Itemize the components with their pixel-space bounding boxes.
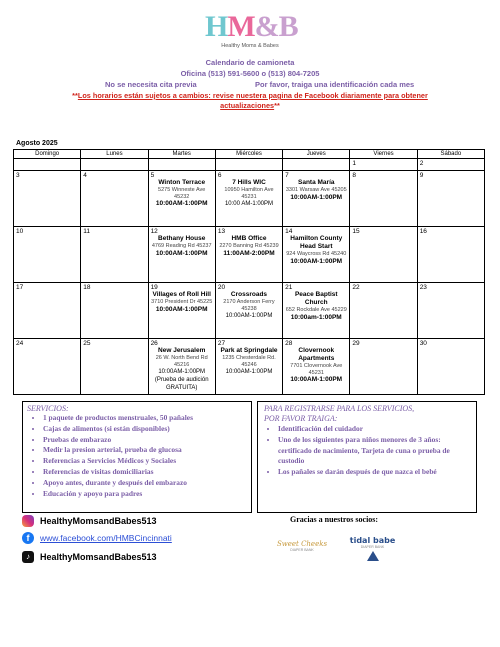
tiktok-handle: HealthyMomsandBabes513 xyxy=(40,552,157,562)
day-number: 25 xyxy=(83,340,91,347)
day-number: 22 xyxy=(352,284,360,291)
register-title-line1: PARA REGISTRARSE PARA LOS SERVICIOS, xyxy=(264,404,415,413)
day-number: 12 xyxy=(150,228,158,235)
event-block xyxy=(285,179,347,202)
calendar-day-cell xyxy=(148,159,215,171)
service-item: • Referencias a Servicios Médicos y Sociales xyxy=(43,456,251,467)
calendar-day-cell xyxy=(215,159,282,171)
day-number: 2 xyxy=(419,160,424,167)
event-block xyxy=(151,179,213,208)
day-number: 17 xyxy=(16,284,24,291)
warning-star-open: ** xyxy=(72,91,78,100)
event-block xyxy=(218,235,280,258)
calendar-day-cell xyxy=(148,171,215,227)
warning-star-close: ** xyxy=(274,101,280,110)
calendar-day-cell xyxy=(81,171,148,227)
service-item: • 1 paquete de productos menstruales, 50 pañales xyxy=(43,413,251,424)
event-title: Crossroads xyxy=(230,291,268,298)
weekday-4: Jueves xyxy=(283,150,350,159)
event-address: 2270 Banning Rd 45239 xyxy=(219,243,279,249)
event-block xyxy=(151,235,213,258)
event-time: 10:00AM-1:00PM xyxy=(225,313,273,319)
day-number: 4 xyxy=(83,172,87,179)
calendar-day-cell xyxy=(81,283,148,339)
calendar-week-row xyxy=(14,339,485,395)
day-number: 15 xyxy=(352,228,360,235)
day-number: 20 xyxy=(217,284,226,291)
register-box xyxy=(257,401,477,513)
partners-title: Gracias a nuestros socios: xyxy=(290,515,379,524)
event-address: 5275 Winneste Ave 45232 xyxy=(158,187,206,200)
partner-1-sub: DIAPER BANK xyxy=(290,548,314,552)
day-number: 23 xyxy=(419,284,427,291)
facebook-link[interactable]: www.facebook.com/HMBCincinnati xyxy=(40,533,172,543)
event-time: 10:00AM-1:00PM xyxy=(155,305,208,313)
event-block xyxy=(151,291,213,314)
event-block xyxy=(285,347,347,384)
event-time: 10:00AM-1:00PM xyxy=(290,376,343,383)
day-number: 27 xyxy=(217,340,226,347)
logo-m: M xyxy=(227,10,255,43)
tiktok-icon: ♪ xyxy=(22,551,34,563)
calendar-day-cell xyxy=(14,171,81,227)
calendar-day-cell xyxy=(350,339,417,395)
calendar-day-cell xyxy=(215,227,282,283)
register-title xyxy=(264,404,476,424)
event-time: 10:00AM-1:00PM xyxy=(225,369,273,375)
day-number: 28 xyxy=(285,340,293,347)
services-box xyxy=(22,401,252,513)
event-title: Santa María xyxy=(298,179,335,186)
day-number: 13 xyxy=(217,228,226,235)
calendar-day-cell xyxy=(81,159,148,171)
service-item: • Apoyo antes, durante y después del embarazo xyxy=(43,478,251,489)
calendar-table xyxy=(13,149,485,395)
day-number: 10 xyxy=(16,228,24,235)
tidal-babe-logo xyxy=(345,536,400,561)
calendar-day-cell xyxy=(14,339,81,395)
calendar-day-cell xyxy=(81,339,148,395)
calendar-day-cell xyxy=(283,171,350,227)
calendar-day-cell xyxy=(148,227,215,283)
event-title: Bethany House xyxy=(158,235,206,242)
service-item: • Referencias de visitas domiciliarias xyxy=(43,467,251,478)
event-title: Clovernook Apartments xyxy=(298,347,335,362)
weekday-5: Viernes xyxy=(350,150,417,159)
event-address: 652 Rockdale Ave 45229 xyxy=(285,307,347,313)
event-note: (Prueba de audición GRATUITA) xyxy=(154,377,209,391)
calendar-day-cell xyxy=(350,171,417,227)
day-number: 3 xyxy=(16,172,20,179)
calendar-day-cell xyxy=(417,171,484,227)
calendar-day-cell xyxy=(14,159,81,171)
day-number: 9 xyxy=(419,172,424,179)
calendar-day-cell xyxy=(417,159,484,171)
calendar-day-cell xyxy=(14,283,81,339)
warning-line2: actualizaciones xyxy=(220,101,275,110)
event-title: Winton Terrace xyxy=(158,179,206,186)
register-title-line2: POR FAVOR TRAIGA: xyxy=(264,414,338,423)
calendar-day-cell xyxy=(417,339,484,395)
event-time: 10:00AM-1:00PM xyxy=(155,200,208,207)
calendar-day-cell xyxy=(417,227,484,283)
instagram-row[interactable] xyxy=(22,515,157,527)
event-block xyxy=(218,291,280,320)
event-title: 7 Hills WIC xyxy=(232,179,266,186)
sweet-cheeks-logo xyxy=(272,540,332,552)
calendar-day-cell xyxy=(283,339,350,395)
calendar-day-cell xyxy=(350,283,417,339)
event-title: New Jerusalem xyxy=(158,347,206,354)
event-block xyxy=(151,347,213,392)
calendar-day-cell xyxy=(283,283,350,339)
service-item: • Cajas de alimentos (si están disponibles) xyxy=(43,424,251,435)
service-item: • Medir la presion arterial, prueba de glucosa xyxy=(43,445,251,456)
calendar-week-row xyxy=(14,227,485,283)
month-label: Agosto 2025 xyxy=(16,140,58,147)
hmb-logo xyxy=(205,10,298,49)
page-title: Calendario de camioneta xyxy=(205,58,295,67)
calendar-day-cell xyxy=(14,227,81,283)
instagram-handle: HealthyMomsandBabes513 xyxy=(40,516,157,526)
weekday-6: Sábado xyxy=(417,150,484,159)
warning-line1: Los horarios están sujetos a cambios: revise nuestera pagina de Facebook diariamente para obtener xyxy=(77,91,428,100)
event-address: 2170 Anderson Ferry 45238 xyxy=(223,299,275,312)
schedule-warning xyxy=(60,91,440,111)
day-number: 24 xyxy=(16,340,24,347)
calendar-day-cell xyxy=(417,283,484,339)
calendar-week-row xyxy=(14,283,485,339)
logo-h: H xyxy=(205,10,228,43)
event-time: 10:00 AM-1:00PM xyxy=(224,201,273,207)
event-address: 26 W. North Bend Rd 45216 xyxy=(155,355,208,368)
event-address: 10950 Hamilton Ave 45231 xyxy=(224,187,274,200)
day-number: 5 xyxy=(150,172,155,179)
calendar-day-cell xyxy=(215,171,282,227)
facebook-row[interactable] xyxy=(22,532,172,544)
services-list xyxy=(23,413,251,499)
event-title: Park at Springdale xyxy=(220,347,278,354)
event-time: 10:00AM-1:00PM xyxy=(158,369,206,375)
register-item: • Los pañales se darán después de que nazca el bebé xyxy=(278,467,476,478)
service-item: • Educación y apoyo para padres xyxy=(43,489,251,500)
event-address: 7701 Clovernook Ave 45231 xyxy=(290,363,343,376)
calendar-week-row xyxy=(14,171,485,227)
weekday-3: Miércoles xyxy=(215,150,282,159)
register-item: • Identificación del cuidador xyxy=(278,424,476,435)
day-number: 30 xyxy=(419,340,427,347)
service-item: • Pruebas de embarazo xyxy=(43,435,251,446)
event-address: 3710 President Dr 45225 xyxy=(151,299,213,305)
logo-b: &B xyxy=(254,10,298,43)
logo-subtitle: Healthy Moms & Babes xyxy=(221,43,279,49)
event-title: Peace Baptist Church xyxy=(294,291,338,306)
office-phone: Oficina (513) 591-5600 o (513) 804-7205 xyxy=(180,69,320,78)
event-block xyxy=(285,291,347,322)
event-title: HMB Office xyxy=(231,235,267,242)
services-title: SERVICIOS: xyxy=(27,404,69,413)
calendar-week-row xyxy=(14,159,485,171)
day-number: 21 xyxy=(285,284,293,291)
partner-2-name: tidal babe xyxy=(349,536,396,545)
partner-1-name: Sweet Cheeks xyxy=(276,540,328,548)
bring-id-note: Por favor, traiga una identificación cada mes xyxy=(255,80,415,89)
event-address: 4769 Reading Rd 45237 xyxy=(151,243,212,249)
event-title: Villages of Roll Hill xyxy=(152,291,211,298)
day-number: 29 xyxy=(352,340,360,347)
facebook-icon: f xyxy=(22,532,34,544)
weekday-0: Domingo xyxy=(14,150,81,159)
calendar-day-cell xyxy=(283,227,350,283)
event-address: 3301 Warsaw Ave 45205 xyxy=(285,187,347,193)
event-block xyxy=(285,235,347,266)
event-address: 924 Waycross Rd 45240 xyxy=(286,251,347,257)
instagram-icon xyxy=(22,515,34,527)
calendar-day-cell xyxy=(148,339,215,395)
weekday-1: Lunes xyxy=(81,150,148,159)
tiktok-row[interactable] xyxy=(22,551,157,563)
calendar-day-cell xyxy=(215,283,282,339)
tidal-babe-mark-icon xyxy=(367,551,379,561)
event-block xyxy=(218,347,280,376)
event-time: 10:00AM-1:00PM xyxy=(290,257,343,265)
event-time: 11:00AM-2:00PM xyxy=(223,249,275,257)
no-appointment-note: No se necesita cita previa xyxy=(105,80,197,89)
day-number: 14 xyxy=(285,228,293,235)
day-number: 18 xyxy=(83,284,91,291)
day-number: 19 xyxy=(150,284,158,291)
event-time: 10:00AM-1:00PM xyxy=(290,193,343,201)
day-number: 8 xyxy=(352,172,357,179)
weekday-2: Martes xyxy=(148,150,215,159)
register-item: • Uno de los siguientes para niños menores de 3 años: certificado de nacimiento, Tarjeta de cuna o prueba de custodio xyxy=(278,435,476,467)
calendar-day-cell xyxy=(350,159,417,171)
partner-2-sub: DIAPER BANK xyxy=(360,545,385,549)
day-number: 16 xyxy=(419,228,427,235)
calendar-day-cell xyxy=(81,227,148,283)
calendar-day-cell xyxy=(350,227,417,283)
calendar-day-cell xyxy=(148,283,215,339)
calendar-day-cell xyxy=(215,339,282,395)
event-title: Hamilton County Head Start xyxy=(290,235,343,250)
event-time: 10:00AM-1:00PM xyxy=(155,249,208,257)
day-number: 7 xyxy=(285,172,289,179)
weekday-header-row xyxy=(14,150,485,159)
calendar-day-cell xyxy=(283,159,350,171)
event-address: 1235 Chesterdale Rd. 45246 xyxy=(222,355,276,368)
event-time: 10:00am-1:00PM xyxy=(290,313,342,321)
day-number: 6 xyxy=(217,172,222,179)
day-number: 26 xyxy=(150,340,158,347)
event-block xyxy=(218,179,280,208)
day-number: 1 xyxy=(352,160,357,167)
day-number: 11 xyxy=(83,228,91,235)
register-list xyxy=(258,424,476,478)
